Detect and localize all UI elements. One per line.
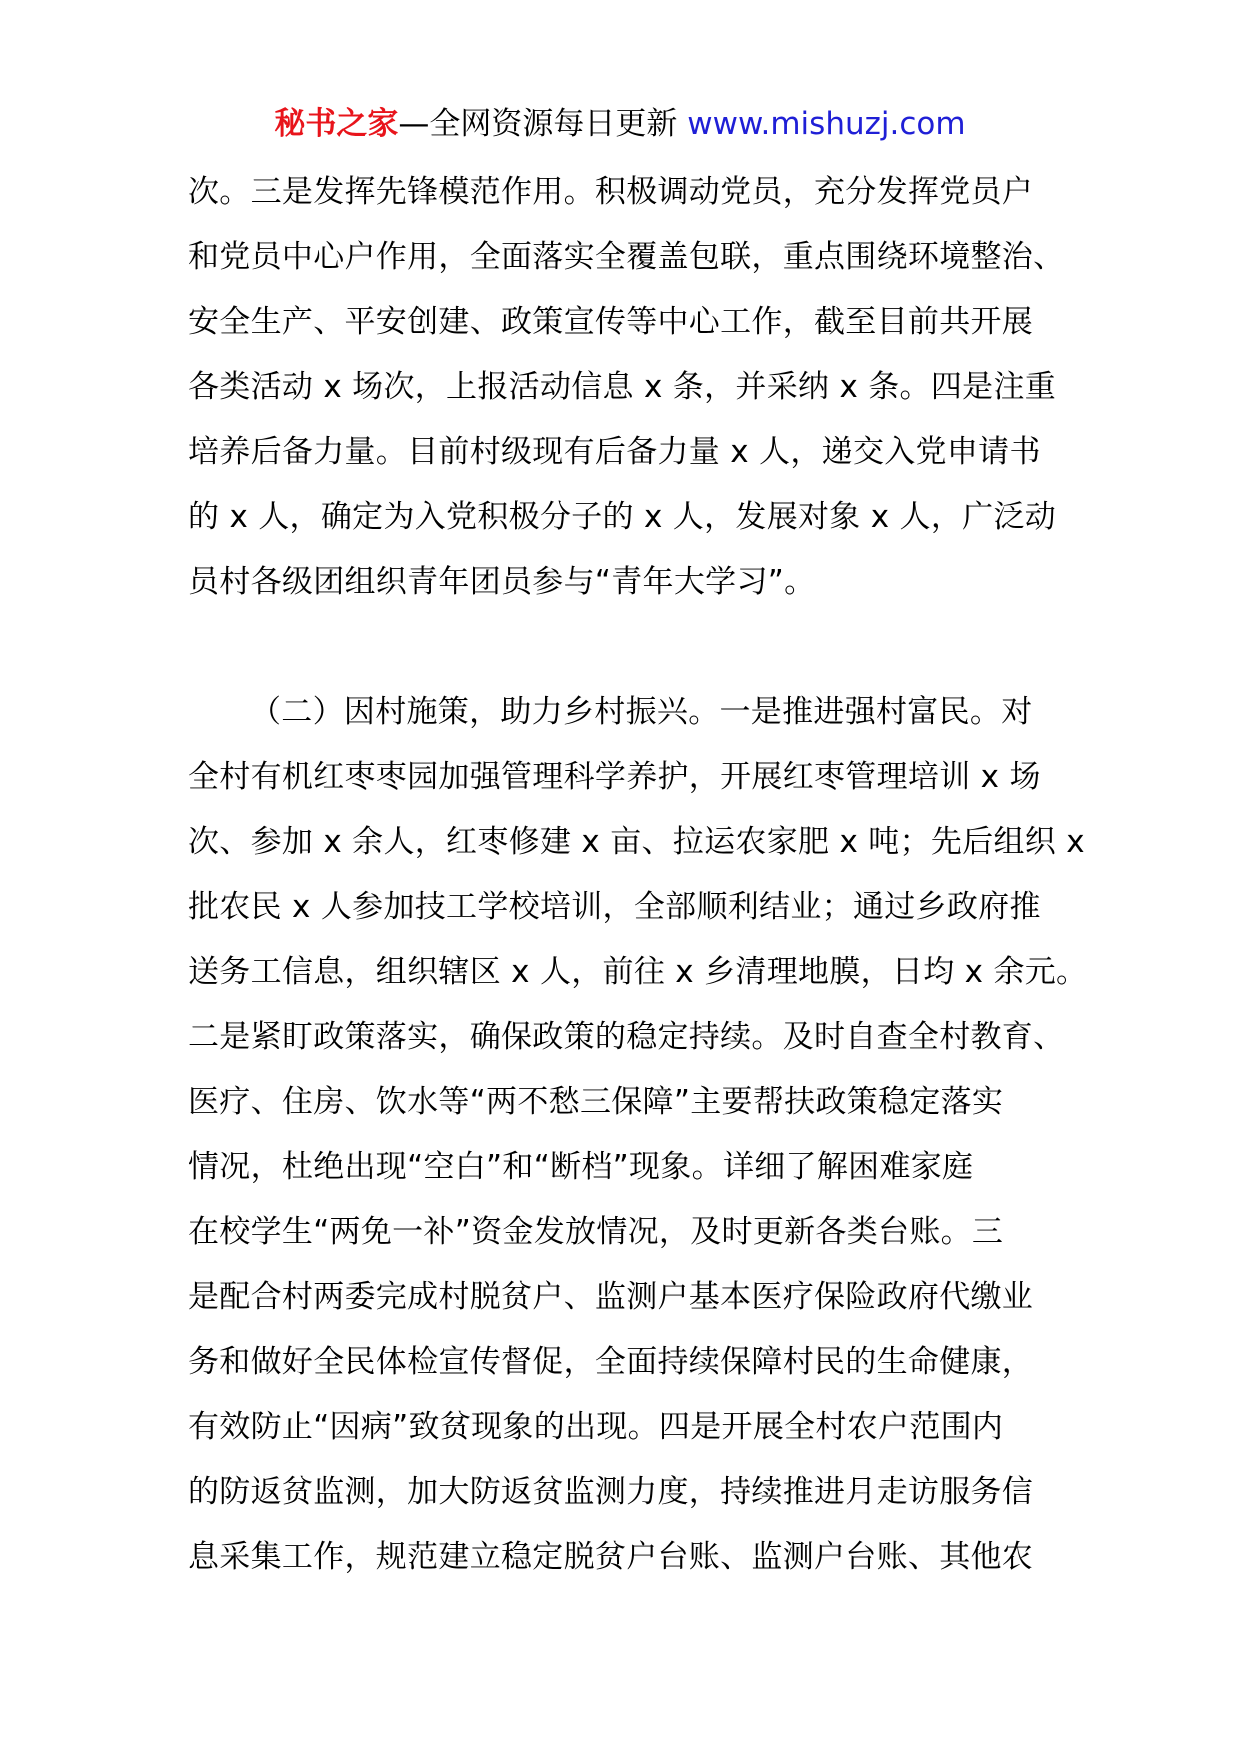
text-line: 有效防止“因病”致贫现象的出现。四是开展全村农户范围内: [188, 1409, 1004, 1445]
text-line: 二是紧盯政策落实，确保政策的稳定持续。及时自查全村教育、: [188, 1019, 1065, 1055]
text-line: 务和做好全民体检宣传督促，全面持续保障村民的生命健康，: [188, 1344, 1034, 1380]
text-line: 医疗、住房、饮水等“两不愁三保障”主要帮扶政策稳定落实: [188, 1084, 1004, 1120]
text-line: 的 x 人，确定为入党积极分子的 x 人，发展对象 x 人，广泛动: [188, 499, 1057, 535]
text-line: 息采集工作，规范建立稳定脱贫户台账、监测户台账、其他农: [188, 1539, 1034, 1575]
site-brand: 秘书之家: [274, 106, 399, 142]
site-header: [0, 100, 1240, 148]
paragraph-spacer: [188, 615, 1088, 680]
paragraph-2: [188, 680, 1088, 1590]
text-line: 全村有机红枣枣园加强管理科学养护，开展红枣管理培训 x 场: [188, 759, 1041, 795]
text-line: 培养后备力量。目前村级现有后备力量 x 人，递交入党申请书: [188, 434, 1041, 470]
site-tagline: —全网资源每日更新: [398, 106, 688, 142]
site-url-link[interactable]: www.mishuzj.com: [687, 106, 966, 142]
text-line: 员村各级团组织青年团员参与“青年大学习”。: [188, 564, 816, 600]
text-line: 在校学生“两免一补”资金发放情况，及时更新各类台账。三: [188, 1214, 1004, 1250]
text-line: 安全生产、平安创建、政策宣传等中心工作，截至目前共开展: [188, 304, 1034, 340]
text-line: 各类活动 x 场次，上报活动信息 x 条，并采纳 x 条。四是注重: [188, 369, 1057, 405]
document-body: [188, 160, 1088, 1590]
text-line: 次、参加 x 余人，红枣修建 x 亩、拉运农家肥 x 吨；先后组织 x: [188, 824, 1085, 860]
text-line: 次。三是发挥先锋模范作用。积极调动党员，充分发挥党员户: [188, 174, 1034, 210]
text-line: 送务工信息，组织辖区 x 人，前往 x 乡清理地膜，日均 x 余元。: [188, 954, 1088, 990]
text-line: 是配合村两委完成村脱贫户、监测户基本医疗保险政府代缴业: [188, 1279, 1034, 1315]
text-line: 批农民 x 人参加技工学校培训，全部顺利结业；通过乡政府推: [188, 889, 1041, 925]
text-line: 和党员中心户作用，全面落实全覆盖包联，重点围绕环境整治、: [188, 239, 1065, 275]
text-line: （二）因村施策，助力乡村振兴。一是推进强村富民。对: [250, 694, 1033, 730]
text-line: 情况，杜绝出现“空白”和“断档”现象。详细了解困难家庭: [188, 1149, 974, 1185]
text-line: 的防返贫监测，加大防返贫监测力度，持续推进月走访服务信: [188, 1474, 1034, 1510]
paragraph-1: [188, 160, 1088, 615]
